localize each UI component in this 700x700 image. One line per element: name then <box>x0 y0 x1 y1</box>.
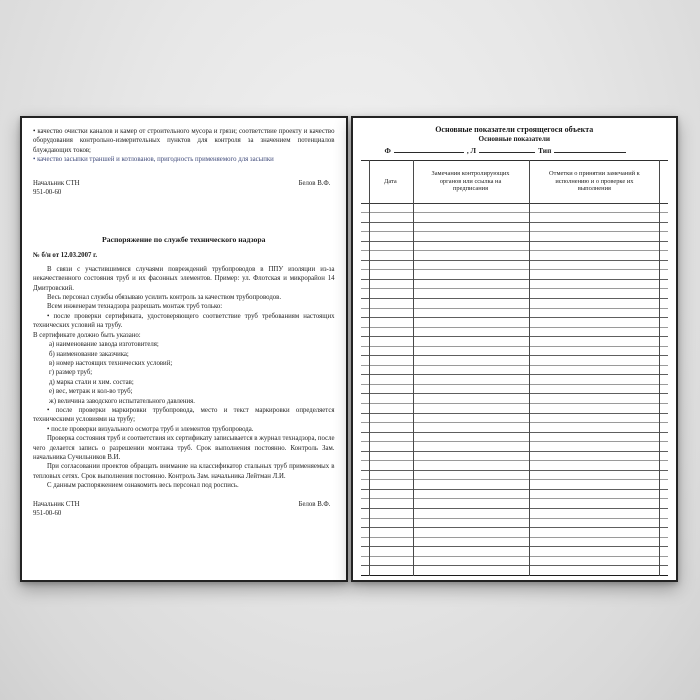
inspection-log-table <box>361 160 669 576</box>
paragraph: е) вес, метраж и кол-во труб; <box>49 388 133 396</box>
table-row <box>361 433 669 443</box>
table-row <box>361 442 669 452</box>
paragraph: Проверка состояния труб и соответствия их сертификату записывается в журнал технадзора, после чего делается запись о разрешении монтажа труб. Срок выполнения постоянно. Контроль Зам. начальника Сучильников В.И. <box>33 435 335 461</box>
paragraph: • качество очистки каналов и камер от строительного мусора и грязи; соответствие проекту и качество оборудования контрольно-измерительных пунктов для контроля за значением потенциалов блуждающих токов; <box>33 128 335 154</box>
table-row <box>361 318 669 328</box>
form-title: Основные показатели строящегося объекта <box>435 125 594 134</box>
table-row <box>361 547 669 557</box>
paragraph: С данным распоряжением ознакомить весь персонал под роспись. <box>47 482 239 490</box>
table-header-row <box>361 160 669 204</box>
table-row <box>361 509 669 519</box>
table-row <box>361 490 669 500</box>
paragraph: В связи с участившимися случаями повреждений трубопроводов в ППУ изоляции из-за некачественного состояния труб и их фасонных элементов. Пример: ул. Флотская и микрорайон 14 Дмитровский. <box>33 265 335 292</box>
table-row <box>361 394 669 404</box>
field-blank-l <box>479 144 535 153</box>
field-blank-tip <box>554 144 626 153</box>
table-row <box>361 461 669 471</box>
signature-phone: 951-00-60 <box>33 510 62 517</box>
signature-name: Белов В.Ф. <box>298 179 331 187</box>
page-right <box>351 116 679 582</box>
table-row <box>361 480 669 490</box>
table-row <box>361 557 669 567</box>
table-header-marks: Отметки о принятии замечаний к исполнению и о проверке их выполнения <box>549 169 640 193</box>
table-row <box>361 261 669 271</box>
paragraph: В сертификате должно быть указано: <box>33 331 141 339</box>
document-number: № б/н от 12.03.2007 г. <box>33 252 98 260</box>
table-row <box>361 204 669 214</box>
table-row <box>361 423 669 433</box>
document-body <box>33 265 335 491</box>
document-spread <box>20 116 678 582</box>
table-empty-rows <box>361 204 669 576</box>
paragraph: • после проверки сертификата, удостоверяющего соответствие труб требованиям настоящих технических условий на трубу. <box>33 312 335 330</box>
paragraph: а) наименование завода изготовителя; <box>49 341 159 349</box>
signature-block-bottom <box>33 500 335 509</box>
page-left <box>20 116 348 582</box>
table-row <box>361 337 669 347</box>
table-row <box>361 366 669 376</box>
table-row <box>361 242 669 252</box>
signature-block-top <box>33 179 335 188</box>
table-row <box>361 452 669 462</box>
signature-phone: 951-00-60 <box>33 189 62 197</box>
field-label-tip: Тип <box>538 145 552 155</box>
paragraph: Всем инженерам технадзора разрешать монтаж труб только: <box>47 303 223 311</box>
paragraph: Весь персонал службы обязываю усилить контроль за качеством трубопроводов. <box>47 294 282 302</box>
table-row <box>361 289 669 299</box>
table-row <box>361 375 669 385</box>
table-row <box>361 213 669 223</box>
paragraph: ж) величина заводского испытательного давления. <box>49 397 195 405</box>
table-header-date: Дата <box>383 177 397 185</box>
paragraph: в) номер настоящих технических условий; <box>49 359 173 367</box>
form-fields-line <box>361 144 669 156</box>
table-row <box>361 270 669 280</box>
table-row <box>361 356 669 366</box>
field-label-l: , Л <box>466 145 477 155</box>
paragraph: При согласовании проектов обращать внимание на классификатор стальных труб применяемых в тепловых сетях. Срок выполнения постоянно. Контроль Зам. начальника Лейтман Л.И. <box>33 463 335 480</box>
paragraph: • качество засыпки траншей и котлованов, пригодность применяемого для засыпки <box>33 156 274 164</box>
paragraph: • после проверки визуального осмотра труб и элементов трубопровода. <box>47 425 254 433</box>
page-right-content <box>353 118 677 576</box>
paragraph: д) марка стали и хим. состав; <box>49 378 134 386</box>
table-row <box>361 232 669 242</box>
table-row <box>361 566 669 576</box>
table-row <box>361 528 669 538</box>
page-left-content <box>22 118 346 518</box>
table-row <box>361 328 669 338</box>
table-row <box>361 385 669 395</box>
table-row <box>361 251 669 261</box>
field-label-f: Ф <box>384 145 391 155</box>
table-row <box>361 404 669 414</box>
signature-role: Начальник СТН <box>33 179 80 187</box>
table-row <box>361 519 669 529</box>
field-blank-f <box>394 144 464 153</box>
table-row <box>361 223 669 233</box>
signature-name: Белов В.Ф. <box>298 500 331 508</box>
table-row <box>361 471 669 481</box>
table-row <box>361 347 669 357</box>
top-bullet-list <box>33 127 335 165</box>
table-row <box>361 538 669 548</box>
table-row <box>361 299 669 309</box>
form-subtitle: Основные показатели <box>478 134 550 143</box>
table-header-remarks: Замечания контролирующих органов или ссылка на предписания <box>431 169 510 193</box>
table-row <box>361 414 669 424</box>
table-row <box>361 499 669 509</box>
table-row <box>361 309 669 319</box>
signature-role: Начальник СТН <box>33 500 80 508</box>
table-row <box>361 280 669 290</box>
paragraph: б) наименование заказчика; <box>49 350 129 358</box>
paragraph: г) размер труб; <box>49 369 93 377</box>
paragraph: • после проверки маркировки трубопровода, место и текст маркировки определяется техническими условиями на трубу; <box>33 406 335 424</box>
document-title: Распоряжение по службе технического надзора <box>102 235 266 245</box>
